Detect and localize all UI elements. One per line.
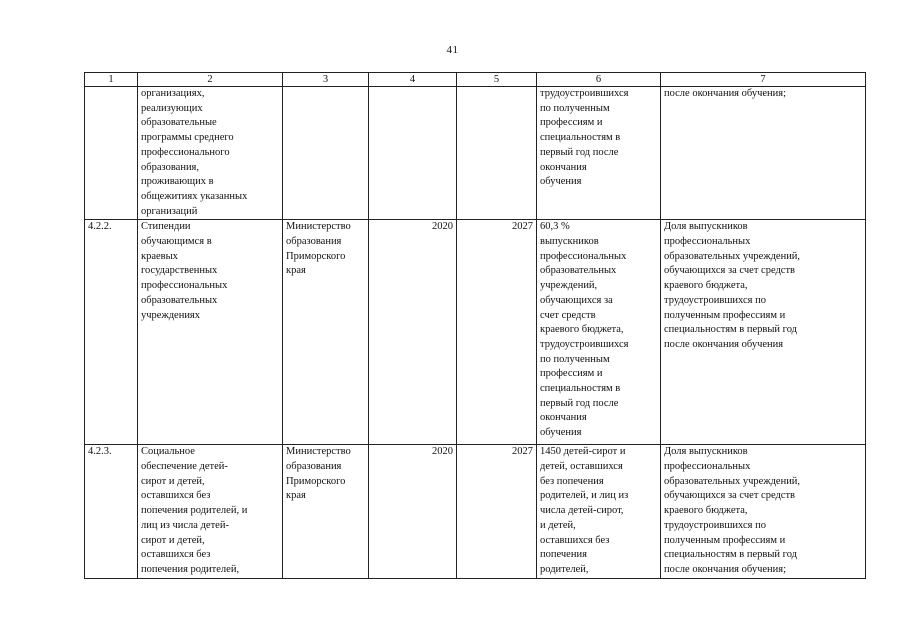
table-row [85, 445, 866, 578]
executor [283, 87, 369, 220]
end-year: 2027 [457, 220, 537, 445]
column-number-7: 7 [661, 73, 866, 87]
start-year: 2020 [369, 220, 457, 445]
indicator-name: Доля выпускников профессиональных образовательных учреждений, обучающихся за счет средств краевого бюджета, трудоустроившихся по полученным профессиям и специальностям в первый год после окончания обучения; [661, 445, 866, 578]
column-number-5: 5 [457, 73, 537, 87]
end-year: 2027 [457, 445, 537, 578]
activity-name: организациях, реализующих образовательные программы среднего профессионального образования, проживающих в общежитиях указанных организаций [138, 87, 283, 220]
program-activities-table [84, 72, 866, 579]
column-number-1: 1 [85, 73, 138, 87]
column-number-4: 4 [369, 73, 457, 87]
row-number: 4.2.3. [85, 445, 138, 578]
indicator-value: 60,3 % выпускников профессиональных образовательных учреждений, обучающихся за счет средств краевого бюджета, трудоустроившихся по полученным профессиям и специальностям в первый год после окончания обучения [537, 220, 661, 445]
indicator-value: 1450 детей-сирот и детей, оставшихся без попечения родителей, и лиц из числа детей-сирот, и детей, оставшихся без попечения родителей, [537, 445, 661, 578]
row-number: 4.2.2. [85, 220, 138, 445]
row-number [85, 87, 138, 220]
column-number-6: 6 [537, 73, 661, 87]
indicator-name: Доля выпускников профессиональных образовательных учреждений, обучающихся за счет средств краевого бюджета, трудоустроившихся по полученным профессиям и специальностям в первый год после окончания обучения [661, 220, 866, 445]
activity-name: Социальное обеспечение детей- сирот и детей, оставшихся без попечения родителей, и лиц из числа детей- сирот и детей, оставшихся без попечения родителей, [138, 445, 283, 578]
end-year [457, 87, 537, 220]
start-year: 2020 [369, 445, 457, 578]
page-number: 41 [446, 44, 459, 56]
column-number-3: 3 [283, 73, 369, 87]
column-number-2: 2 [138, 73, 283, 87]
executor: Министерство образования Приморского края [283, 445, 369, 578]
indicator-value: трудоустроившихся по полученным профессиям и специальностям в первый год после окончания обучения [537, 87, 661, 220]
activity-name: Стипендии обучающимся в краевых государственных профессиональных образовательных учреждениях [138, 220, 283, 445]
column-number-row [85, 73, 866, 87]
indicator-name: после окончания обучения; [661, 87, 866, 220]
executor: Министерство образования Приморского края [283, 220, 369, 445]
start-year [369, 87, 457, 220]
table-row [85, 220, 866, 445]
table-row [85, 87, 866, 220]
